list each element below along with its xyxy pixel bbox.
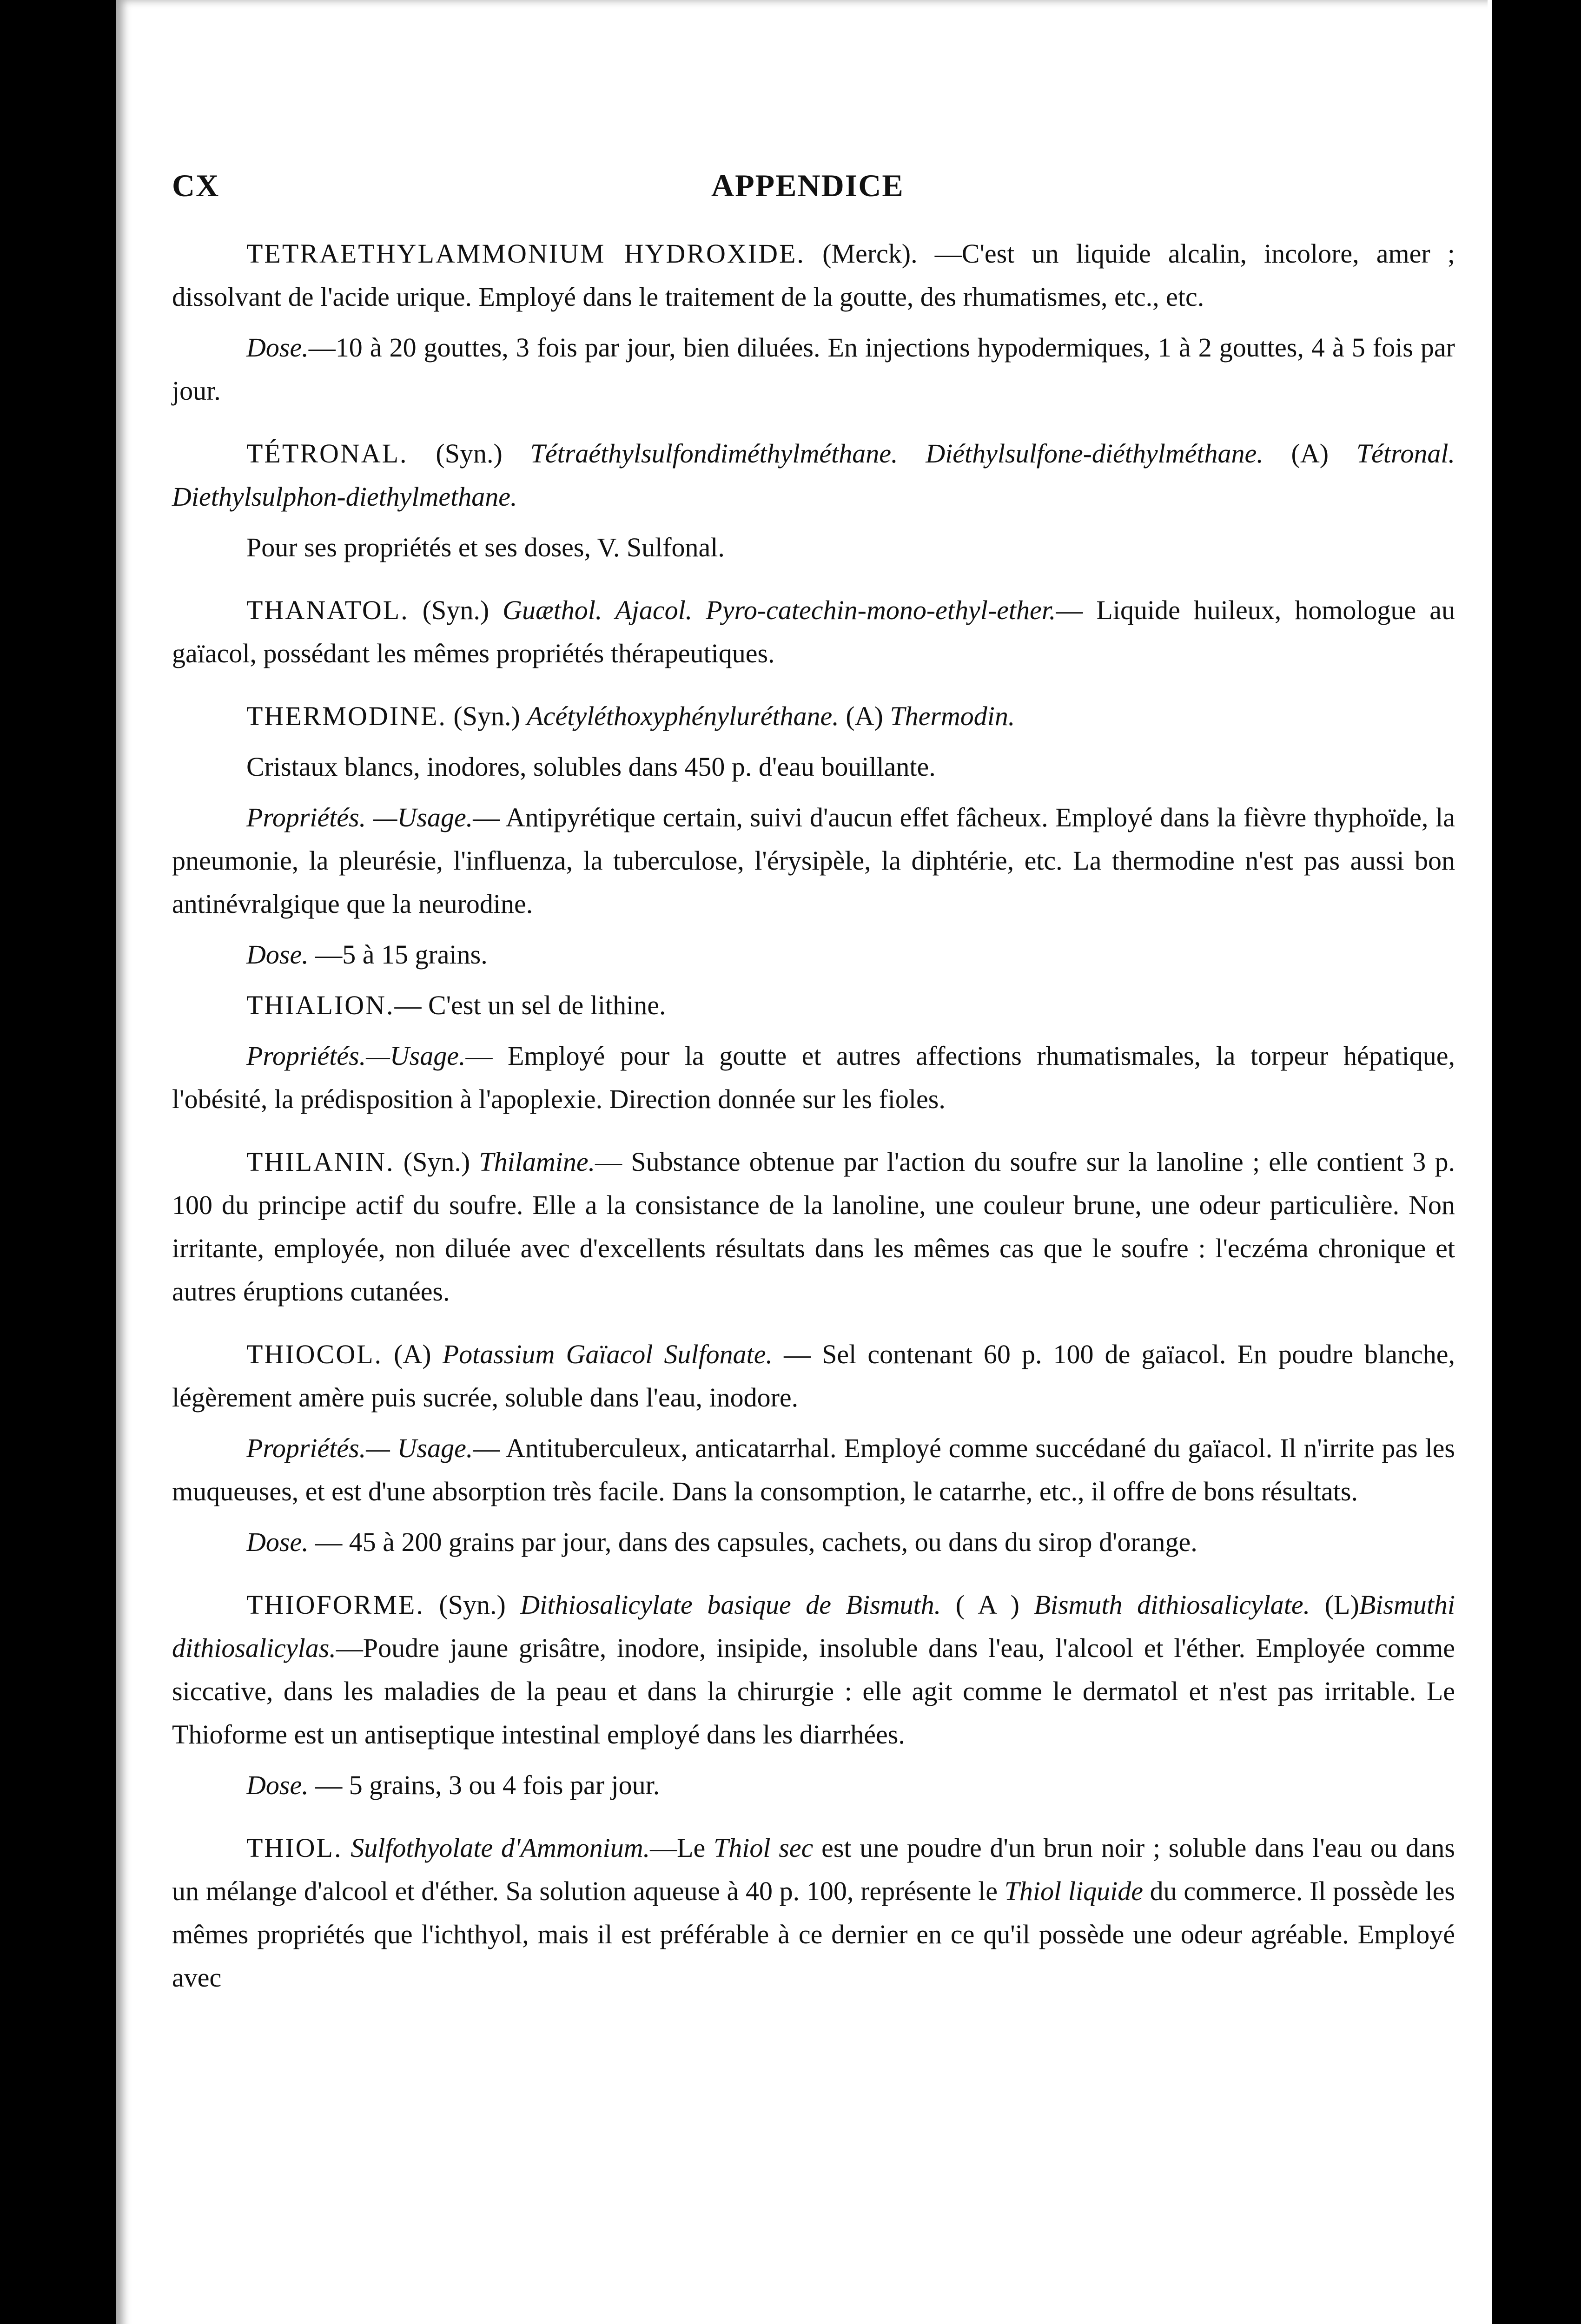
entry-term: THIOCOL. [246,1339,383,1369]
a-marker: (A) [383,1339,443,1369]
scan-right-edge [1492,0,1581,2324]
entry-thilanin [172,1140,1455,1313]
entry-text: —10 à 20 gouttes, 3 fois par jour, bien diluées. En injections hypodermiques, 1 à 2 gouttes, 4 à 5 fois par jour. [172,332,1455,406]
term-italic: Thiol sec [714,1833,814,1863]
entry-term: THERMODINE. [246,701,447,731]
entry-thanatol [172,588,1455,675]
entry-text: —Le [650,1833,714,1863]
entry-text: — Antituberculeux, anticatarrhal. Employé comme succédané du gaïacol. Il n'irrite pas les muqueuses, et est d'une absorption très facile. Dans la consomption, le catarrhe, etc., il offre de bons résultats. [172,1433,1455,1506]
entry-thialion [172,984,1455,1027]
entry-properties [172,796,1455,925]
properties-label: Propriétés.— Usage. [246,1433,473,1463]
syn-marker: (Syn.) [408,438,530,469]
entry-dose [172,933,1455,976]
a-name: Tétronal. Diethylsulphon-diethylmethane. [172,438,1455,512]
a-name: Potassium Gaïacol Sulfonate. [442,1339,773,1369]
syn-marker: (Syn.) [409,595,503,625]
entry-tetraethylammonium [172,232,1455,318]
l-marker: (L) [1310,1590,1359,1620]
entry-text: Pour ses propriétés et ses doses, V. Sulfonal. [246,532,725,562]
a-name: Thermodin. [890,701,1015,731]
entry-text: — Sel contenant 60 p. 100 de gaïacol. En poudre blanche, légèrement amère puis sucrée, soluble dans l'eau, inodore. [172,1339,1455,1413]
entry-text: — 5 grains, 3 ou 4 fois par jour. [308,1770,660,1800]
entry-term: THILANIN. [246,1147,395,1177]
dose-label: Dose. [246,1770,309,1800]
entry-term: THANATOL. [246,595,409,625]
synonyms: Tétraéthylsulfondiméthylméthane. Diéthylsulfone-diéthylméthane. [530,438,1263,469]
entry-text: —Poudre jaune grisâtre, inodore, insipide, insoluble dans l'eau, l'alcool et l'éther. Employée comme siccative, dans les maladies de la peau et dans la chirurgie : elle agit comme le dermatol et n'est pas irritable. Le Thioforme est un antiseptique intestinal employé dans les diarrhées. [172,1633,1455,1750]
entry-thiol [172,1826,1455,1999]
synonyms: Thilamine. [479,1147,595,1177]
page-content [172,167,1455,2019]
entry-text: du commerce. Il possède les mêmes propriétés que l'ichthyol, mais il est préférable à ce dernier en ce qu'il possède une odeur agréable. Employé avec [172,1876,1455,1993]
entry-tetronal [172,432,1455,518]
entry-text: — Substance obtenue par l'action du soufre sur la lanoline ; elle contient 3 p. 100 du principe actif du soufre. Elle a la consistance de la lanoline, une couleur brune, une odeur particulière. Non irritante, employée, non diluée avec d'excellents résultats dans les mêmes cas que le soufre : l'eczéma chronique et autres éruptions cutanées. [172,1147,1455,1307]
term-italic: Thiol liquide [1004,1876,1143,1906]
entry-thioforme [172,1583,1455,1756]
entry-term: THIOL. [246,1833,343,1863]
entry-text: Cristaux blancs, inodores, solubles dans 450 p. d'eau bouillante. [246,752,936,782]
entry-note [172,526,1455,569]
entry-text: — Antipyrétique certain, suivi d'aucun effet fâcheux. Employé dans la fièvre thyphoïde, la pneumonie, la pleurésie, l'influenza, la tuberculose, l'érysipèle, la diphtérie, etc. La thermodine n'est pas aussi bon antinévralgique que la neurodine. [172,802,1455,919]
entry-text: — Employé pour la goutte et autres affections rhumatismales, la torpeur hépatique, l'obésité, la prédisposition à l'apoplexie. Direction donnée sur les fioles. [172,1041,1455,1114]
entry-dose [172,1763,1455,1807]
entry-dose [172,326,1455,412]
dose-label: Dose. [246,939,309,970]
l-name: Bismuthi dithiosalicylas. [172,1590,1455,1663]
scan-left-edge [0,0,116,2324]
synonyms: Sulfothyolate d'Ammonium. [342,1833,650,1863]
entry-term: THIALION. [246,990,395,1020]
entry-text: (Merck). —C'est un liquide alcalin, incolore, amer ; dissolvant de l'acide urique. Employé dans le traitement de la goutte, des rhumatismes, etc., etc. [172,238,1455,312]
page-title: APPENDICE [711,168,904,203]
entry-text: —5 à 15 grains. [308,939,488,970]
a-name: Bismuth dithiosalicylate. [1034,1590,1310,1620]
synonyms: Guæthol. Ajacol. Pyro-catechin-mono-ethyl-ether. [503,595,1056,625]
entry-text: est une poudre d'un brun noir ; soluble dans l'eau ou dans un mélange d'alcool et d'éther. Sa solution aqueuse à 40 p. 100, représente le [172,1833,1455,1906]
entry-text: — Liquide huileux, homologue au gaïacol, possédant les mêmes propriétés thérapeutiques. [172,595,1455,668]
entry-term: TETRAETHYLAMMONIUM HYDROXIDE. [246,238,805,269]
synonyms: Dithiosalicylate basique de Bismuth. [520,1590,941,1620]
entry-note [172,745,1455,788]
entry-thermodine [172,694,1455,738]
entry-thiocol [172,1333,1455,1419]
entry-properties [172,1426,1455,1513]
page-number: CX [172,168,220,203]
entry-text: — C'est un sel de lithine. [394,990,666,1020]
synonyms: Acétyléthoxyphényluréthane. [527,701,839,731]
dose-label: Dose. [246,1527,309,1557]
entry-dose [172,1520,1455,1564]
a-marker: ( A ) [941,1590,1034,1620]
dose-label: Dose. [246,332,309,363]
entry-text: — 45 à 200 grains par jour, dans des capsules, cachets, ou dans du sirop d'orange. [308,1527,1197,1557]
properties-label: Propriétés. —Usage. [246,802,473,832]
page-header [172,167,1455,204]
a-marker: (A) [839,701,890,731]
syn-marker: (Syn.) [446,701,527,731]
entry-term: TÉTRONAL. [246,438,408,469]
a-marker: (A) [1263,438,1356,469]
entry-properties [172,1034,1455,1121]
properties-label: Propriétés.—Usage. [246,1041,466,1071]
entry-term: THIOFORME. [246,1590,424,1620]
syn-marker: (Syn.) [394,1147,479,1177]
syn-marker: (Syn.) [424,1590,521,1620]
